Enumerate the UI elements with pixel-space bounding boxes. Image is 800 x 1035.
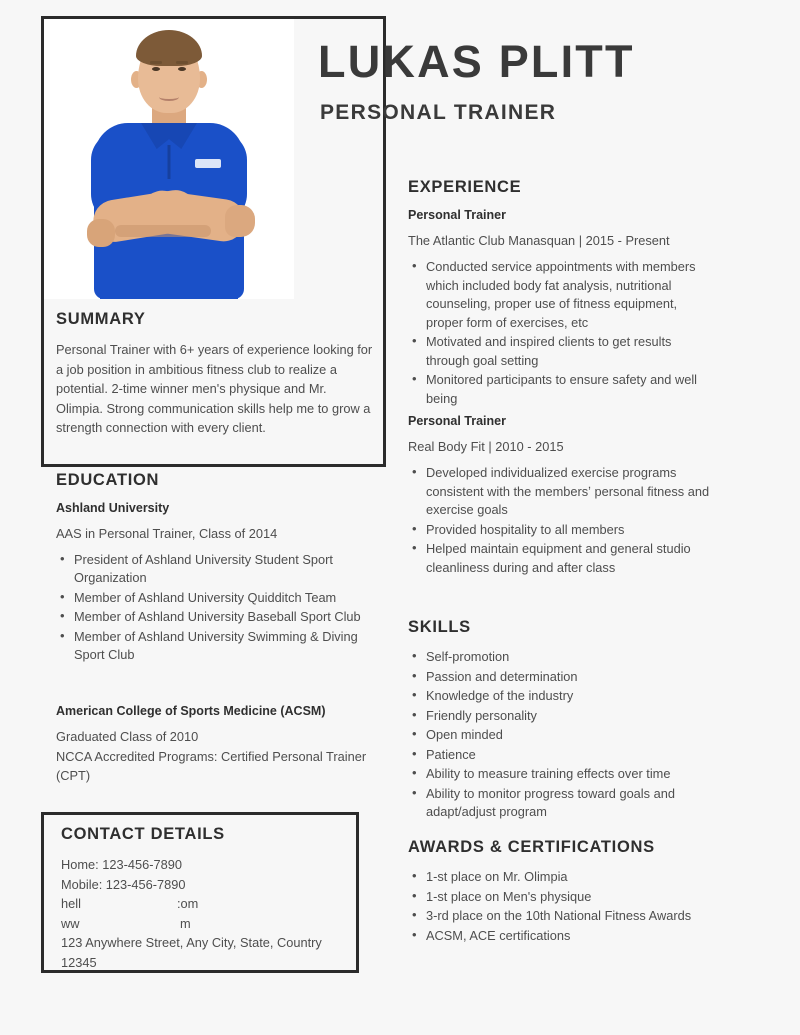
contact-email-end: :om <box>177 896 199 911</box>
list-item: • Developed individualized exercise programs consistent with the membersʼ personal fitness and exercise goals <box>426 464 713 520</box>
list-item: • Self-promotion <box>426 648 713 667</box>
portrait-eyebrow-left <box>150 61 162 64</box>
list-item: • 1-st place on Mr. Olimpia <box>426 868 713 887</box>
list-item: • Member of Ashland University Quidditch Team <box>74 589 376 608</box>
list-item: • Patience <box>426 746 713 765</box>
experience-heading: EXPERIENCE <box>408 178 522 196</box>
list-item: • Member of Ashland University Swimming & Diving Sport Club <box>74 628 376 665</box>
education-degree: AAS in Personal Trainer, Class of 2014 <box>56 526 278 541</box>
list-item: • 1-st place on Men's physique <box>426 888 713 907</box>
portrait-hand-right <box>87 219 115 247</box>
education-heading: EDUCATION <box>56 471 160 489</box>
profile-photo <box>44 19 294 299</box>
list-item: • 3-rd place on the 10th National Fitness Awards <box>426 907 713 926</box>
contact-email-start: hell <box>61 896 81 911</box>
portrait-eye-right <box>178 67 186 71</box>
portrait-shirt-logo <box>195 159 221 168</box>
list-item: • Member of Ashland University Baseball Sport Club <box>74 608 376 627</box>
candidate-role: PERSONAL TRAINER <box>320 101 557 124</box>
education-bullets <box>56 551 376 665</box>
certification-line-2: NCCA Accredited Programs: Certified Personal Trainer (CPT) <box>56 748 367 783</box>
awards-heading: AWARDS & CERTIFICATIONS <box>408 838 655 856</box>
list-item: • Ability to measure training effects over time <box>426 765 713 784</box>
education-section <box>56 471 376 666</box>
portrait-placket <box>168 145 171 179</box>
list-item: • Open minded <box>426 726 713 745</box>
summary-section <box>56 310 376 438</box>
experience-job-meta: Real Body Fit | 2010 - 2015 <box>408 439 564 454</box>
contact-details-content <box>61 825 343 972</box>
list-item: • ACSM, ACE certifications <box>426 927 713 946</box>
list-item: • Passion and determination <box>426 668 713 687</box>
contact-website <box>61 914 343 934</box>
portrait-hand-left <box>225 205 255 237</box>
list-item: • Conducted service appointments with members which included body fat analysis, nutritional counseling, proper use of fitness equipment, proper form of exercises, etc <box>426 258 713 332</box>
experience-job-title: Personal Trainer <box>408 208 506 222</box>
experience-job-title: Personal Trainer <box>408 414 506 428</box>
portrait-forearm-shadow <box>115 225 211 237</box>
list-item: • Motivated and inspired clients to get results through goal setting <box>426 333 713 370</box>
contact-home-phone: Home: 123-456-7890 <box>61 857 182 872</box>
skills-list <box>408 648 713 822</box>
awards-list <box>408 868 713 945</box>
awards-section <box>408 838 713 946</box>
certification-section <box>56 704 376 786</box>
list-item: • Provided hospitality to all members <box>426 521 713 540</box>
experience-job-bullets <box>408 464 713 577</box>
experience-job-bullets <box>408 258 713 408</box>
contact-address-line-2: 12345 <box>61 954 97 970</box>
portrait-eyebrow-right <box>176 61 188 64</box>
contact-details-box <box>41 812 359 973</box>
portrait-eye-left <box>152 67 160 71</box>
portrait-hair <box>136 30 202 66</box>
portrait-illustration <box>44 19 294 299</box>
list-item: • Monitored participants to ensure safety and well being <box>426 371 713 408</box>
contact-email <box>61 894 343 914</box>
list-item: • President of Ashland University Student Sport Organization <box>74 551 376 588</box>
skills-section <box>408 618 713 823</box>
list-item: • Helped maintain equipment and general studio cleanliness during and after class <box>426 540 713 577</box>
experience-section <box>408 178 713 409</box>
certification-line-1: Graduated Class of 2010 <box>56 729 199 744</box>
experience-job-2 <box>408 414 713 578</box>
summary-heading: SUMMARY <box>56 310 146 328</box>
contact-website-start: ww <box>61 915 80 931</box>
contact-heading: CONTACT DETAILS <box>61 825 225 843</box>
education-school: Ashland University <box>56 501 170 515</box>
summary-text: Personal Trainer with 6+ years of experience looking for a job position in ambitious fitness club to realize a potential. 2-time winner men's physique and Mr. Olimpia. Strong communication skills help me to grow a strength connection with every client. <box>56 342 373 435</box>
list-item: • Knowledge of the industry <box>426 687 713 706</box>
portrait-mouth <box>159 93 179 101</box>
portrait-polo-lower <box>100 235 238 299</box>
contact-address-line-1: 123 Anywhere Street, Any City, State, Country <box>61 935 322 950</box>
list-item: • Friendly personality <box>426 707 713 726</box>
contact-mobile-phone: Mobile: 123-456-7890 <box>61 876 186 892</box>
candidate-name: LUKAS PLITT <box>318 36 635 87</box>
certification-org: American College of Sports Medicine (ACSM) <box>56 704 326 718</box>
contact-website-end: m <box>180 915 191 931</box>
skills-heading: SKILLS <box>408 618 471 636</box>
list-item: • Ability to monitor progress toward goals and adapt/adjust program <box>426 785 713 822</box>
experience-job-meta: The Atlantic Club Manasquan | 2015 - Present <box>408 233 670 248</box>
